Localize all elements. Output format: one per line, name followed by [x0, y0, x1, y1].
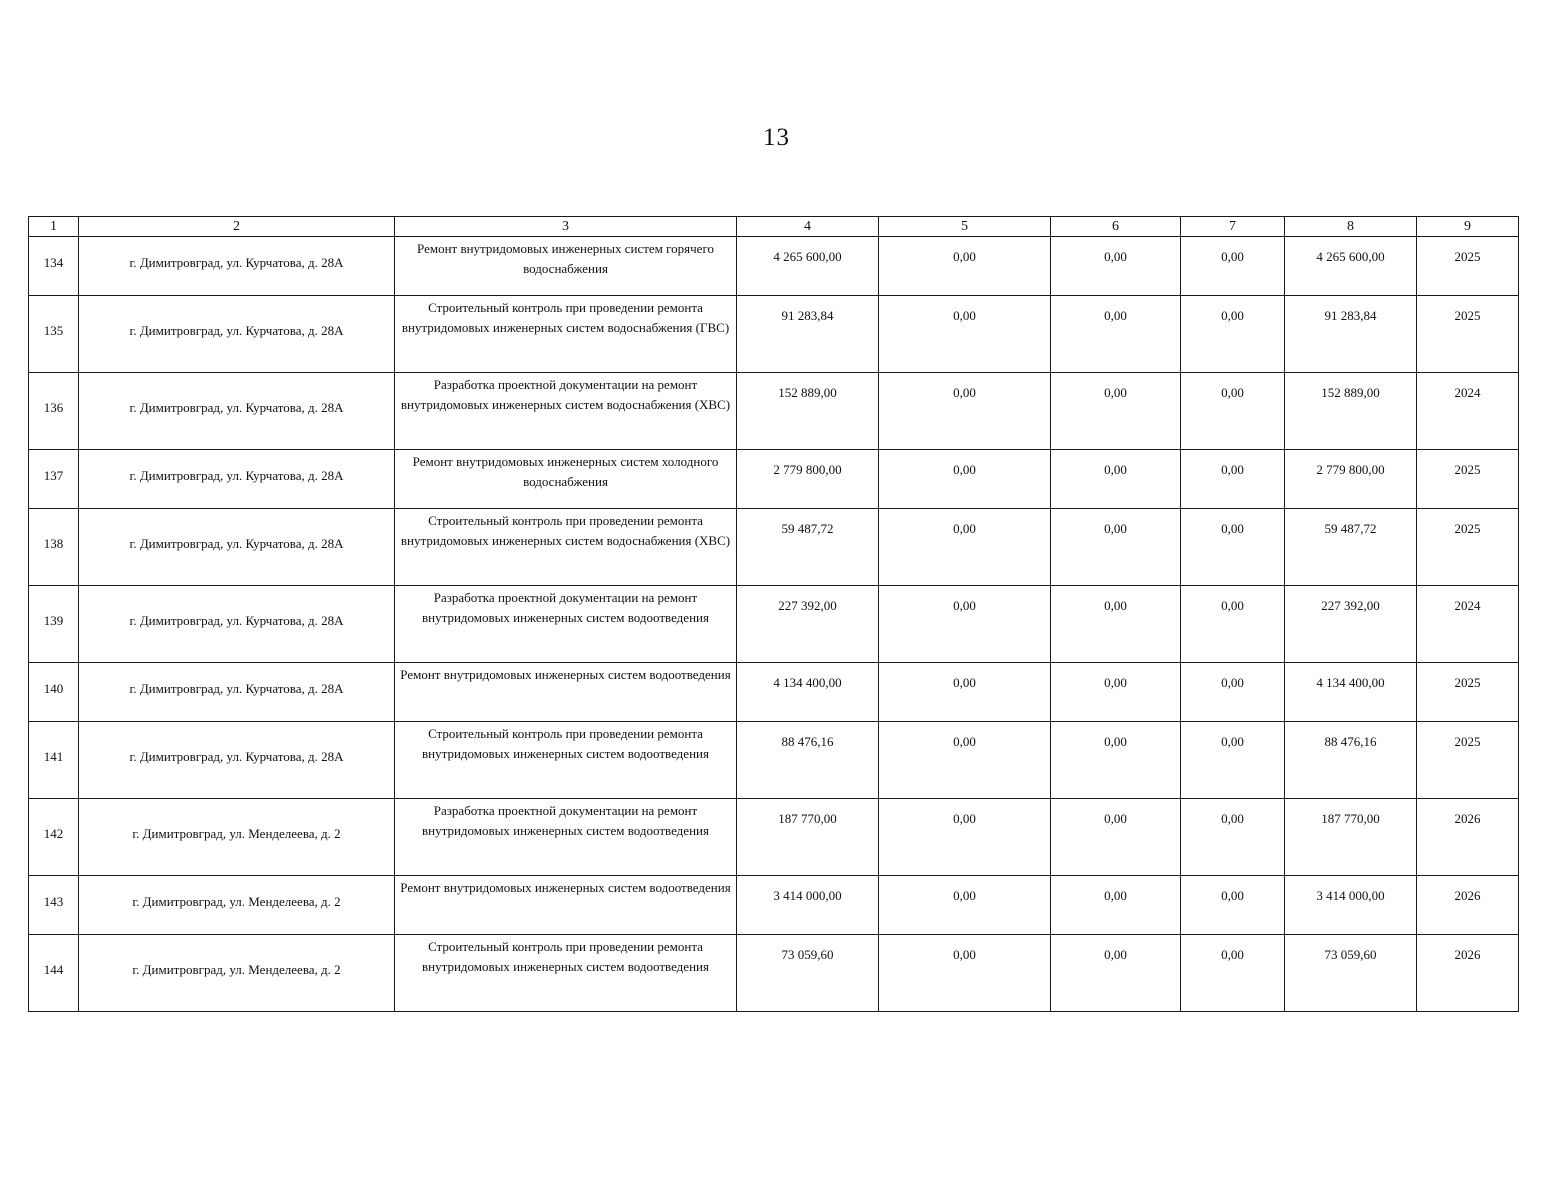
- column-header: 2: [79, 217, 395, 237]
- work-schedule-table: [28, 216, 1519, 1012]
- column-header: 4: [737, 217, 879, 237]
- amount-cell: 0,00: [879, 799, 1051, 876]
- amount-cell: 0,00: [1181, 296, 1285, 373]
- table-row: [29, 237, 1519, 296]
- amount-cell: 0,00: [879, 935, 1051, 1012]
- work-description-cell: Ремонт внутридомовых инженерных систем водоотведения: [395, 876, 737, 935]
- year-cell: 2024: [1417, 373, 1519, 450]
- work-description-cell: Строительный контроль при проведении ремонта внутридомовых инженерных систем водоснабжения (ХВС): [395, 509, 737, 586]
- amount-cell: 0,00: [1051, 586, 1181, 663]
- amount-cell: 4 134 400,00: [737, 663, 879, 722]
- table-row: [29, 373, 1519, 450]
- address-cell: г. Димитровград, ул. Курчатова, д. 28А: [79, 722, 395, 799]
- amount-cell: 227 392,00: [737, 586, 879, 663]
- amount-cell: 152 889,00: [737, 373, 879, 450]
- amount-cell: 0,00: [879, 663, 1051, 722]
- work-description-cell: Разработка проектной документации на ремонт внутридомовых инженерных систем водоснабжения (ХВС): [395, 373, 737, 450]
- amount-cell: 0,00: [1051, 799, 1181, 876]
- amount-cell: 0,00: [1181, 663, 1285, 722]
- work-description-cell: Разработка проектной документации на ремонт внутридомовых инженерных систем водоотведения: [395, 586, 737, 663]
- work-description-cell: Ремонт внутридомовых инженерных систем водоотведения: [395, 663, 737, 722]
- amount-cell: 0,00: [1051, 296, 1181, 373]
- amount-cell: 187 770,00: [1285, 799, 1417, 876]
- address-cell: г. Димитровград, ул. Курчатова, д. 28А: [79, 450, 395, 509]
- year-cell: 2025: [1417, 663, 1519, 722]
- amount-cell: 73 059,60: [1285, 935, 1417, 1012]
- amount-cell: 3 414 000,00: [1285, 876, 1417, 935]
- work-description-cell: Ремонт внутридомовых инженерных систем горячего водоснабжения: [395, 237, 737, 296]
- column-header: 3: [395, 217, 737, 237]
- table-row: [29, 935, 1519, 1012]
- table-row: [29, 722, 1519, 799]
- table-row: [29, 799, 1519, 876]
- table-header: [29, 217, 1519, 237]
- amount-cell: 4 134 400,00: [1285, 663, 1417, 722]
- column-header: 9: [1417, 217, 1519, 237]
- amount-cell: 0,00: [1051, 509, 1181, 586]
- year-cell: 2024: [1417, 586, 1519, 663]
- amount-cell: 0,00: [1181, 876, 1285, 935]
- address-cell: г. Димитровград, ул. Курчатова, д. 28А: [79, 296, 395, 373]
- address-cell: г. Димитровград, ул. Курчатова, д. 28А: [79, 373, 395, 450]
- page-number: 13: [763, 124, 790, 151]
- row-number: 139: [29, 586, 79, 663]
- amount-cell: 0,00: [1051, 373, 1181, 450]
- amount-cell: 0,00: [879, 586, 1051, 663]
- amount-cell: 0,00: [1181, 450, 1285, 509]
- work-description-cell: Строительный контроль при проведении ремонта внутридомовых инженерных систем водоснабжения (ГВС): [395, 296, 737, 373]
- row-number: 144: [29, 935, 79, 1012]
- amount-cell: 88 476,16: [1285, 722, 1417, 799]
- amount-cell: 91 283,84: [1285, 296, 1417, 373]
- work-description-cell: Строительный контроль при проведении ремонта внутридомовых инженерных систем водоотведения: [395, 935, 737, 1012]
- address-cell: г. Димитровград, ул. Курчатова, д. 28А: [79, 586, 395, 663]
- row-number: 136: [29, 373, 79, 450]
- table-row: [29, 296, 1519, 373]
- amount-cell: 0,00: [1181, 509, 1285, 586]
- address-cell: г. Димитровград, ул. Курчатова, д. 28А: [79, 237, 395, 296]
- amount-cell: 59 487,72: [737, 509, 879, 586]
- row-number: 141: [29, 722, 79, 799]
- table-row: [29, 450, 1519, 509]
- year-cell: 2026: [1417, 876, 1519, 935]
- amount-cell: 0,00: [879, 296, 1051, 373]
- year-cell: 2026: [1417, 799, 1519, 876]
- amount-cell: 2 779 800,00: [1285, 450, 1417, 509]
- work-description-cell: Разработка проектной документации на ремонт внутридомовых инженерных систем водоотведения: [395, 799, 737, 876]
- amount-cell: 0,00: [1051, 663, 1181, 722]
- amount-cell: 0,00: [879, 509, 1051, 586]
- address-cell: г. Димитровград, ул. Менделеева, д. 2: [79, 876, 395, 935]
- amount-cell: 0,00: [879, 722, 1051, 799]
- amount-cell: 0,00: [1181, 799, 1285, 876]
- year-cell: 2025: [1417, 296, 1519, 373]
- year-cell: 2025: [1417, 509, 1519, 586]
- address-cell: г. Димитровград, ул. Курчатова, д. 28А: [79, 663, 395, 722]
- amount-cell: 0,00: [879, 876, 1051, 935]
- row-number: 143: [29, 876, 79, 935]
- row-number: 137: [29, 450, 79, 509]
- address-cell: г. Димитровград, ул. Курчатова, д. 28А: [79, 509, 395, 586]
- amount-cell: 0,00: [879, 450, 1051, 509]
- amount-cell: 3 414 000,00: [737, 876, 879, 935]
- amount-cell: 0,00: [879, 373, 1051, 450]
- amount-cell: 0,00: [1181, 722, 1285, 799]
- row-number: 140: [29, 663, 79, 722]
- column-header: 5: [879, 217, 1051, 237]
- amount-cell: 0,00: [1181, 373, 1285, 450]
- amount-cell: 0,00: [1051, 876, 1181, 935]
- table-row: [29, 876, 1519, 935]
- address-cell: г. Димитровград, ул. Менделеева, д. 2: [79, 935, 395, 1012]
- amount-cell: 4 265 600,00: [1285, 237, 1417, 296]
- amount-cell: 4 265 600,00: [737, 237, 879, 296]
- table-body: [29, 237, 1519, 1012]
- table-row: [29, 663, 1519, 722]
- amount-cell: 59 487,72: [1285, 509, 1417, 586]
- column-header: 6: [1051, 217, 1181, 237]
- column-header: 1: [29, 217, 79, 237]
- amount-cell: 0,00: [1051, 237, 1181, 296]
- row-number: 142: [29, 799, 79, 876]
- amount-cell: 0,00: [879, 237, 1051, 296]
- row-number: 135: [29, 296, 79, 373]
- amount-cell: 0,00: [1181, 586, 1285, 663]
- year-cell: 2025: [1417, 450, 1519, 509]
- amount-cell: 227 392,00: [1285, 586, 1417, 663]
- amount-cell: 0,00: [1181, 237, 1285, 296]
- table-row: [29, 586, 1519, 663]
- table-row: [29, 509, 1519, 586]
- amount-cell: 0,00: [1181, 935, 1285, 1012]
- address-cell: г. Димитровград, ул. Менделеева, д. 2: [79, 799, 395, 876]
- year-cell: 2025: [1417, 237, 1519, 296]
- amount-cell: 91 283,84: [737, 296, 879, 373]
- work-description-cell: Строительный контроль при проведении ремонта внутридомовых инженерных систем водоотведения: [395, 722, 737, 799]
- column-header: 8: [1285, 217, 1417, 237]
- amount-cell: 152 889,00: [1285, 373, 1417, 450]
- column-number-row: [29, 217, 1519, 237]
- amount-cell: 2 779 800,00: [737, 450, 879, 509]
- year-cell: 2025: [1417, 722, 1519, 799]
- row-number: 138: [29, 509, 79, 586]
- amount-cell: 0,00: [1051, 935, 1181, 1012]
- amount-cell: 0,00: [1051, 722, 1181, 799]
- amount-cell: 187 770,00: [737, 799, 879, 876]
- column-header: 7: [1181, 217, 1285, 237]
- amount-cell: 88 476,16: [737, 722, 879, 799]
- work-description-cell: Ремонт внутридомовых инженерных систем холодного водоснабжения: [395, 450, 737, 509]
- amount-cell: 73 059,60: [737, 935, 879, 1012]
- row-number: 134: [29, 237, 79, 296]
- amount-cell: 0,00: [1051, 450, 1181, 509]
- year-cell: 2026: [1417, 935, 1519, 1012]
